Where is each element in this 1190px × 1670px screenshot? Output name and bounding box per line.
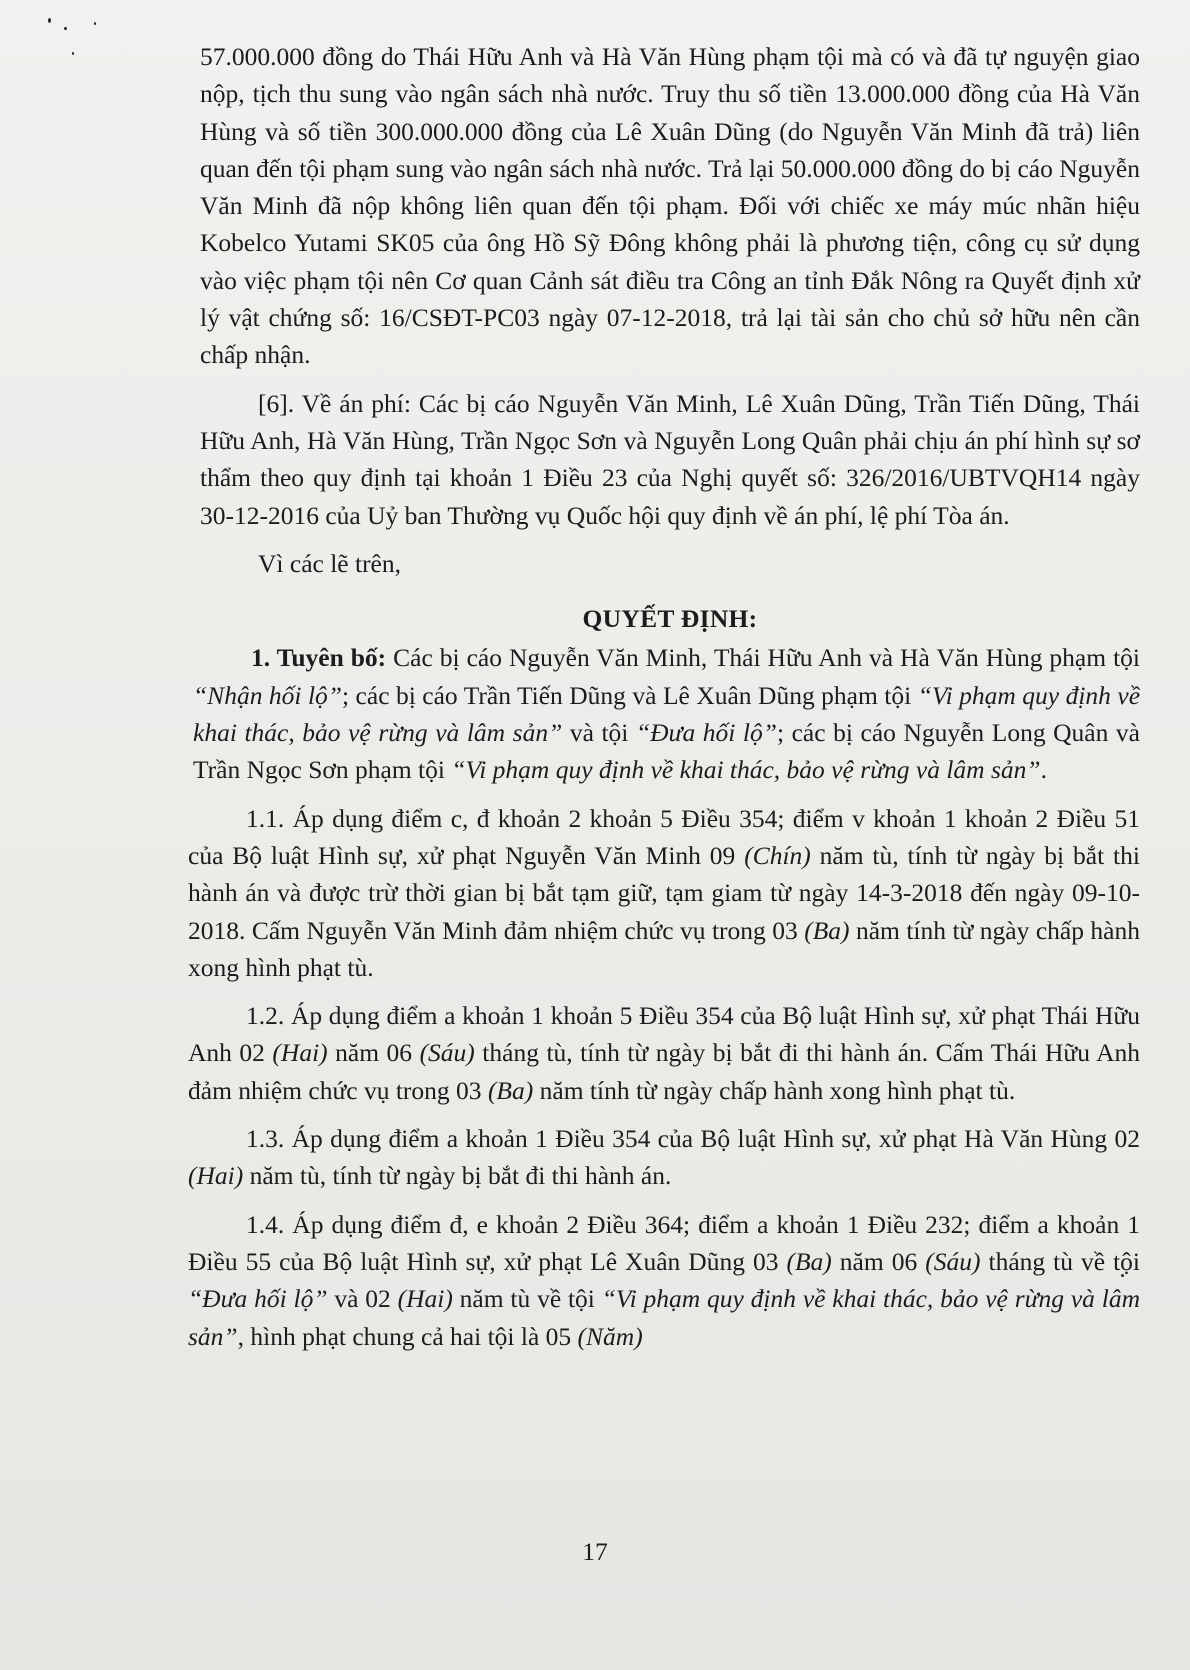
decision-1-1-sentence: 1.1. Áp dụng điểm c, đ khoản 2 khoản 5 Điều 354; điểm v khoản 1 khoản 2 Điều 51 của Bộ luật Hình sự, xử phạt Nguyễn Văn Minh 09 (Chín) năm tù, tính từ ngày bị bắt thi hành án và được trừ thời gian bị bắt tạm giữ, tạm giam từ ngày 14-3-2018 đến ngày 09-10-2018. Cấm Nguyễn Văn Minh đảm nhiệm chức vụ trong 03 (Ba) năm tính từ ngày chấp hành xong hình phạt tù. (188, 803, 1140, 982)
scan-speck (94, 22, 96, 25)
scan-speck (72, 52, 74, 55)
decision-1-2-sentence: 1.2. Áp dụng điểm a khoản 1 khoản 5 Điều 354 của Bộ luật Hình sự, xử phạt Thái Hữu Anh 02 (Hai) năm 06 (Sáu) tháng tù, tính từ ngày bị bắt đi thi hành án. Cấm Thái Hữu Anh đảm nhiệm chức vụ trong 03 (Ba) năm tính từ ngày chấp hành xong hình phạt tù. (188, 1001, 1140, 1105)
scan-speck (64, 27, 67, 30)
decision-1-4-sentence: 1.4. Áp dụng điểm đ, e khoản 2 Điều 364; điểm a khoản 1 Điều 232; điểm a khoản 1 Điều 55 của Bộ luật Hình sự, xử phạt Lê Xuân Dũng 03 (Ba) năm 06 (Sáu) tháng tù về tội “Đưa hối lộ” và 02 (Hai) năm tù về tội “Vi phạm quy định về khai thác, bảo vệ rừng và lâm sản”, hình phạt chung cả hai tội là 05 (Năm) (188, 1209, 1141, 1351)
decision-1-declaration: 1. Tuyên bố: Các bị cáo Nguyễn Văn Minh, Thái Hữu Anh và Hà Văn Hùng phạm tội “Nhận hối lộ”; các bị cáo Trần Tiến Dũng và Lê Xuân Dũng phạm tội “Vi phạm quy định về khai thác, bảo vệ rừng và lâm sản” và tội “Đưa hối lộ”; các bị cáo Nguyễn Long Quân và Trần Ngọc Sơn phạm tội “Vi phạm quy định về khai thác, bảo vệ rừng và lâm sản”. (193, 643, 1141, 785)
document-body (188, 38, 1141, 1355)
decision-heading: QUYẾT ĐỊNH: (582, 604, 758, 634)
page-number: 17 (582, 1537, 608, 1566)
decision-1-lead: 1. Tuyên bố: (251, 643, 387, 673)
paragraph-court-fees: [6]. Về án phí: Các bị cáo Nguyễn Văn Minh, Lê Xuân Dũng, Trần Tiến Dũng, Thái Hữu Anh, Hà Văn Hùng, Trần Ngọc Sơn và Nguyễn Long Quân phải chịu án phí hình sự sơ thẩm theo quy định tại khoản 1 Điều 23 của Nghị quyết số: 326/2016/UBTVQH14 ngày 30-12-2016 của Uỷ ban Thường vụ Quốc hội quy định về án phí, lệ phí Tòa án. (200, 388, 1140, 530)
paragraph-reasons: Vì các lẽ trên, (258, 548, 402, 578)
decision-1-3-sentence: 1.3. Áp dụng điểm a khoản 1 Điều 354 của Bộ luật Hình sự, xử phạt Hà Văn Hùng 02 (Hai) năm tù, tính từ ngày bị bắt đi thi hành án. (188, 1124, 1140, 1191)
scan-speck (48, 18, 51, 23)
paragraph-evidence-handling: 57.000.000 đồng do Thái Hữu Anh và Hà Văn Hùng phạm tội mà có và đã tự nguyện giao nộp, tịch thu sung vào ngân sách nhà nước. Truy thu số tiền 13.000.000 đồng của Hà Văn Hùng và số tiền 300.000.000 đồng của Lê Xuân Dũng (do Nguyễn Văn Minh đã trả) liên quan đến tội phạm sung vào ngân sách nhà nước. Trả lại 50.000.000 đồng do bị cáo Nguyễn Văn Minh đã nộp không liên quan đến tội phạm. Đối với chiếc xe máy múc nhãn hiệu Kobelco Yutami SK05 của ông Hồ Sỹ Đông không phải là phương tiện, công cụ sử dụng vào việc phạm tội nên Cơ quan Cảnh sát điều tra Công an tỉnh Đắk Nông ra Quyết định xử lý vật chứng số: 16/CSĐT-PC03 ngày 07-12-2018, trả lại tài sản cho chủ sở hữu nên cần chấp nhận. (200, 42, 1140, 370)
